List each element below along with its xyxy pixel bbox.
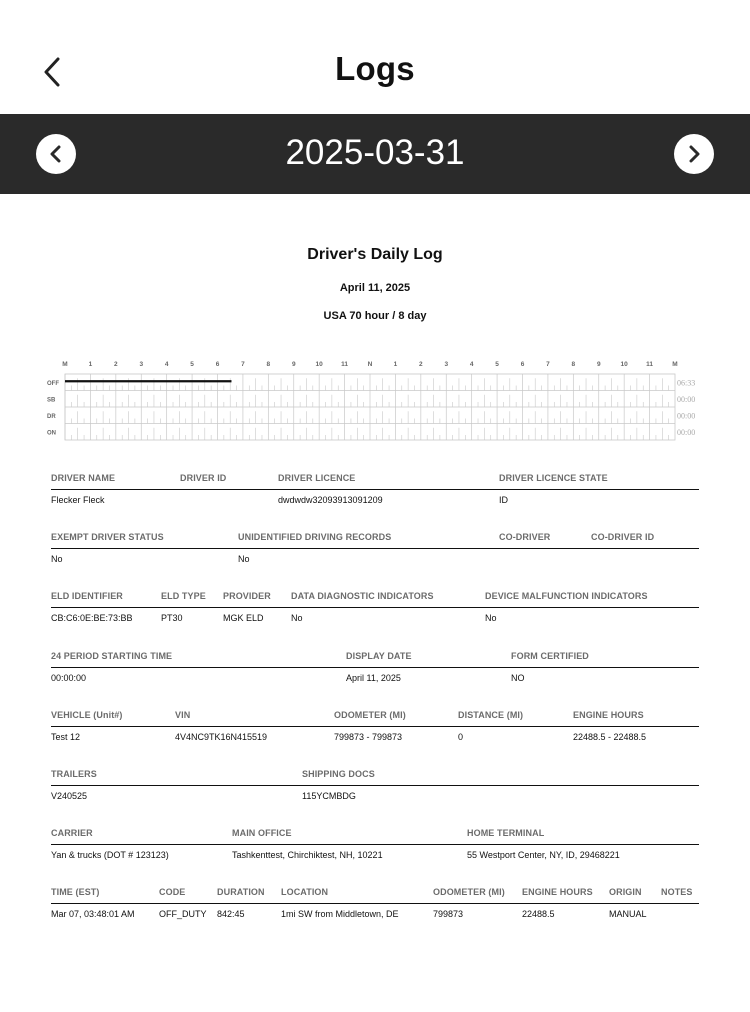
next-day-button[interactable]: [674, 134, 714, 174]
field-label: 24 PERIOD STARTING TIME: [51, 651, 173, 661]
graph-hour-label: 11: [341, 361, 349, 368]
graph-status-label: OFF: [47, 380, 59, 387]
graph-status-total: 00:00: [677, 394, 696, 404]
field-label: VEHICLE (Unit#): [51, 710, 123, 720]
graph-hour-label: 4: [469, 361, 474, 368]
graph-hour-label: 7: [241, 361, 245, 368]
field-label: DISTANCE (MI): [458, 710, 524, 720]
section-exempt: [51, 527, 699, 569]
field-value: CB:C6:0E:BE:73:BB: [51, 613, 133, 623]
field-value: 00:00:00: [51, 673, 87, 683]
graph-hour-label: 4: [164, 361, 169, 368]
graph-hour-label: 6: [215, 361, 220, 368]
field-value: MANUAL: [609, 909, 647, 919]
field-label: SHIPPING DOCS: [302, 769, 375, 779]
graph-hour-label: 3: [444, 361, 449, 368]
field-value: 55 Westport Center, NY, ID, 29468221: [467, 850, 620, 860]
field-value: V240525: [51, 791, 88, 801]
field-label: LOCATION: [281, 887, 329, 897]
graph-hour-label: 8: [571, 361, 576, 368]
section-events: [51, 882, 699, 924]
field-label: CO-DRIVER: [499, 532, 551, 542]
app-header: [0, 0, 750, 114]
graph-hour-label: 2: [114, 361, 118, 368]
graph-hour-label: M: [62, 361, 68, 368]
field-label: TIME (EST): [51, 887, 100, 897]
field-label: DATA DIAGNOSTIC INDICATORS: [291, 591, 434, 601]
graph-hour-label: 6: [520, 361, 525, 368]
field-value: Test 12: [51, 732, 81, 742]
graph-status-total: 06:33: [677, 378, 696, 388]
field-value: 842:45: [217, 909, 245, 919]
field-label: ODOMETER (MI): [433, 887, 505, 897]
graph-hour-label: 11: [646, 361, 654, 368]
field-value: Tashkenttest, Chirchiktest, NH, 10221: [232, 850, 383, 860]
field-value: OFF_DUTY: [159, 909, 207, 919]
section-value-row: [51, 549, 699, 569]
field-value: No: [485, 613, 497, 623]
chevron-right-icon: [687, 145, 701, 163]
field-value: 799873: [433, 909, 464, 919]
field-value: No: [238, 554, 250, 564]
section-eld: [51, 586, 699, 628]
graph-hour-label: 9: [291, 361, 296, 368]
section-value-row: [51, 904, 699, 924]
page-title: Logs: [335, 50, 415, 87]
field-value: dwdwdw32093913091209: [278, 495, 383, 505]
field-label: NOTES: [661, 887, 693, 897]
field-label: DISPLAY DATE: [346, 651, 412, 661]
log-title: Driver's Daily Log: [307, 246, 443, 263]
section-header-row: [51, 705, 699, 727]
graph-hour-label: 10: [620, 361, 628, 368]
field-value: Flecker Fleck: [51, 495, 105, 505]
field-label: DRIVER NAME: [51, 473, 116, 483]
field-label: DEVICE MALFUNCTION INDICATORS: [485, 591, 648, 601]
field-label: CARRIER: [51, 828, 93, 838]
field-value: Yan & trucks (DOT # 123123): [51, 850, 169, 860]
section-header-row: [51, 586, 699, 608]
field-label: DRIVER LICENCE STATE: [499, 473, 608, 483]
field-label: ORIGIN: [609, 887, 642, 897]
field-label: VIN: [175, 710, 191, 720]
field-value: Mar 07, 03:48:01 AM: [51, 909, 135, 919]
graph-hour-label: M: [672, 361, 678, 368]
graph-hour-label: 1: [88, 361, 93, 368]
graph-hour-label: 1: [393, 361, 398, 368]
graph-hour-label: 3: [139, 361, 144, 368]
section-vehicle: [51, 705, 699, 747]
field-value: NO: [511, 673, 525, 683]
field-value: 1mi SW from Middletown, DE: [281, 909, 399, 919]
duty-status-graph: [44, 355, 704, 450]
field-value: No: [291, 613, 303, 623]
field-value: ID: [499, 495, 508, 505]
graph-status-total: 00:00: [677, 427, 696, 437]
section-header-row: [51, 823, 699, 845]
graph-hour-label: 2: [419, 361, 423, 368]
section-driver: [51, 468, 699, 510]
field-value: 115YCMBDG: [302, 791, 356, 801]
graph-status-label: SB: [47, 397, 56, 404]
current-date: 2025-03-31: [285, 133, 465, 172]
log-date: April 11, 2025: [339, 282, 411, 294]
section-value-row: [51, 845, 699, 865]
field-label: ELD TYPE: [161, 591, 206, 601]
field-label: PROVIDER: [223, 591, 271, 601]
section-value-row: [51, 727, 699, 747]
section-value-row: [51, 786, 699, 806]
section-period: [51, 646, 699, 688]
section-header-row: [51, 882, 699, 904]
section-trailers: [51, 764, 699, 806]
section-carrier: [51, 823, 699, 865]
field-value: April 11, 2025: [346, 673, 401, 683]
field-label: FORM CERTIFIED: [511, 651, 589, 661]
field-value: MGK ELD: [223, 613, 264, 623]
section-header-row: [51, 646, 699, 668]
field-label: DURATION: [217, 887, 265, 897]
graph-hour-label: N: [367, 361, 373, 368]
field-value: No: [51, 554, 63, 564]
field-value: 799873 - 799873: [334, 732, 403, 742]
field-label: TRAILERS: [51, 769, 97, 779]
section-header-row: [51, 764, 699, 786]
field-value: 4V4NC9TK16N415519: [175, 732, 268, 742]
graph-hour-label: 5: [495, 361, 499, 368]
section-value-row: [51, 668, 699, 688]
graph-hour-label: 7: [546, 361, 550, 368]
graph-status-total: 00:00: [677, 411, 696, 421]
field-value: PT30: [161, 613, 183, 623]
field-label: DRIVER LICENCE: [278, 473, 356, 483]
graph-status-label: ON: [47, 430, 56, 437]
section-value-row: [51, 608, 699, 628]
field-label: ODOMETER (MI): [334, 710, 406, 720]
section-value-row: [51, 490, 699, 510]
graph-hour-label: 10: [315, 361, 323, 368]
section-header-row: [51, 468, 699, 490]
date-navigation-bar: [0, 114, 750, 194]
field-label: CODE: [159, 887, 186, 897]
field-value: 22488.5: [522, 909, 555, 919]
field-label: ENGINE HOURS: [522, 887, 593, 897]
graph-hour-label: 5: [190, 361, 194, 368]
section-header-row: [51, 527, 699, 549]
field-label: HOME TERMINAL: [467, 828, 545, 838]
field-label: DRIVER ID: [180, 473, 227, 483]
field-label: UNIDENTIFIED DRIVING RECORDS: [238, 532, 392, 542]
field-label: CO-DRIVER ID: [591, 532, 655, 542]
graph-hour-label: 9: [596, 361, 601, 368]
field-label: EXEMPT DRIVER STATUS: [51, 532, 164, 542]
log-cycle-rule: USA 70 hour / 8 day: [323, 310, 427, 322]
field-label: ENGINE HOURS: [573, 710, 644, 720]
field-label: ELD IDENTIFIER: [51, 591, 123, 601]
field-value: 0: [458, 732, 464, 742]
field-value: 22488.5 - 22488.5: [573, 732, 647, 742]
graph-status-label: DR: [47, 413, 56, 420]
field-label: MAIN OFFICE: [232, 828, 292, 838]
graph-hour-label: 8: [266, 361, 271, 368]
